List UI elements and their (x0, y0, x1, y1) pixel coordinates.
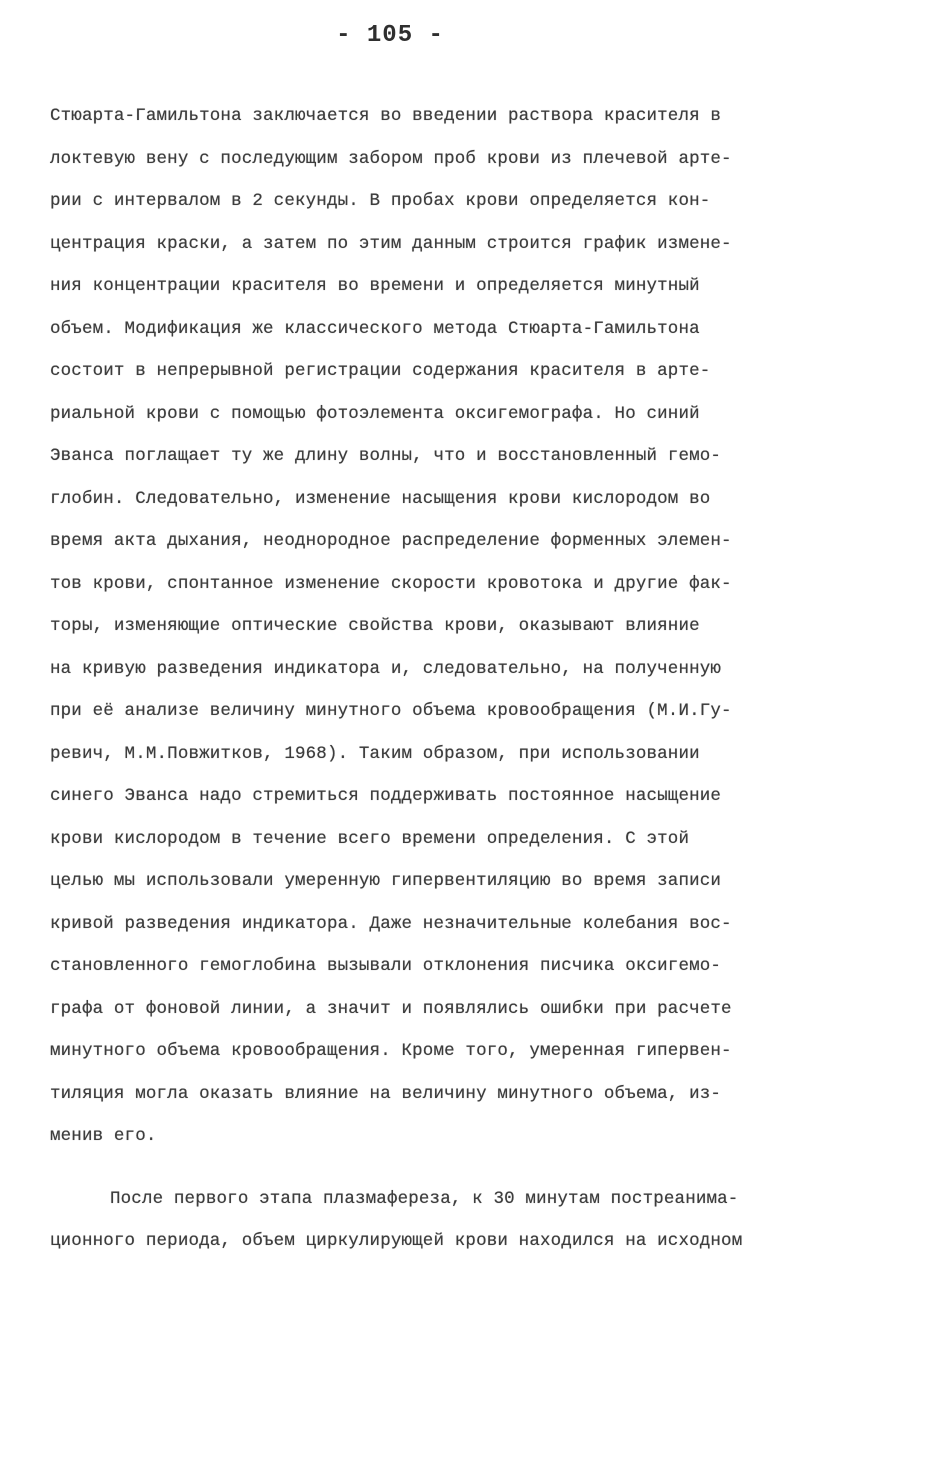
text-line: риальной крови с помощью фотоэлемента оксигемографа. Но синий (50, 403, 700, 424)
text-line: графа от фоновой линии, а значит и появлялись ошибки при расчете (50, 998, 732, 1019)
text-line: при её анализе величину минутного объема кровообращения (М.И.Гу- (50, 701, 732, 721)
text-line: локтевую вену с последующим забором проб крови из плечевой арте- (50, 148, 732, 169)
text-line: Стюарта-Гамильтона заключается во введении раствора красителя в (50, 106, 722, 126)
text-line: центрация краски, а затем по этим данным строится график измене- (50, 233, 732, 254)
body-text (50, 100, 880, 1268)
text-line: глобин. Следовательно, изменение насыщения крови кислородом во (50, 488, 711, 509)
text-line: тов крови, спонтанное изменение скорости кровотока и другие фак- (50, 573, 732, 594)
text-line: тиляция могла оказать влияние на величину минутного объема, из- (50, 1083, 722, 1104)
text-line: на кривую разведения индикатора и, следовательно, на полученную (50, 658, 722, 679)
text-line: менив его. (50, 1126, 157, 1146)
text-line: целью мы использовали умеренную гипервентиляцию во время записи (50, 871, 722, 891)
text-line: минутного объема кровообращения. Кроме того, умеренная гипервен- (50, 1041, 732, 1061)
text-line: ционного периода, объем циркулирующей крови находился на исходном (50, 1231, 743, 1251)
text-line: состоит в непрерывной регистрации содержания красителя в арте- (50, 361, 711, 381)
paragraph-gap (50, 1163, 880, 1183)
text-line: После первого этапа плазмафереза, к 30 минутам постреанима- (110, 1188, 739, 1209)
text-line: ния концентрации красителя во времени и определяется минутный (50, 276, 700, 296)
text-line: торы, изменяющие оптические свойства крови, оказывают влияние (50, 616, 700, 636)
text-line: время акта дыхания, неоднородное распределение форменных элемен- (50, 531, 732, 551)
text-line: рии с интервалом в 2 секунды. В пробах крови определяется кон- (50, 191, 711, 211)
text-line: кривой разведения индикатора. Даже незначительные колебания вос- (50, 913, 732, 934)
text-line: объем. Модификация же классического метода Стюарта-Гамильтона (50, 318, 700, 339)
text-line: ревич, М.М.Повжитков, 1968). Таким образом, при использовании (50, 743, 700, 764)
text-line: Эванса поглащает ту же длину волны, что и восстановленный гемо- (50, 446, 722, 466)
text-line: синего Эванса надо стремиться поддерживать постоянное насыщение (50, 786, 722, 806)
page-number: - 105 - (336, 22, 444, 49)
text-line: становленного гемоглобина вызывали отклонения писчика оксигемо- (50, 956, 722, 976)
text-line: крови кислородом в течение всего времени определения. С этой (50, 828, 690, 849)
